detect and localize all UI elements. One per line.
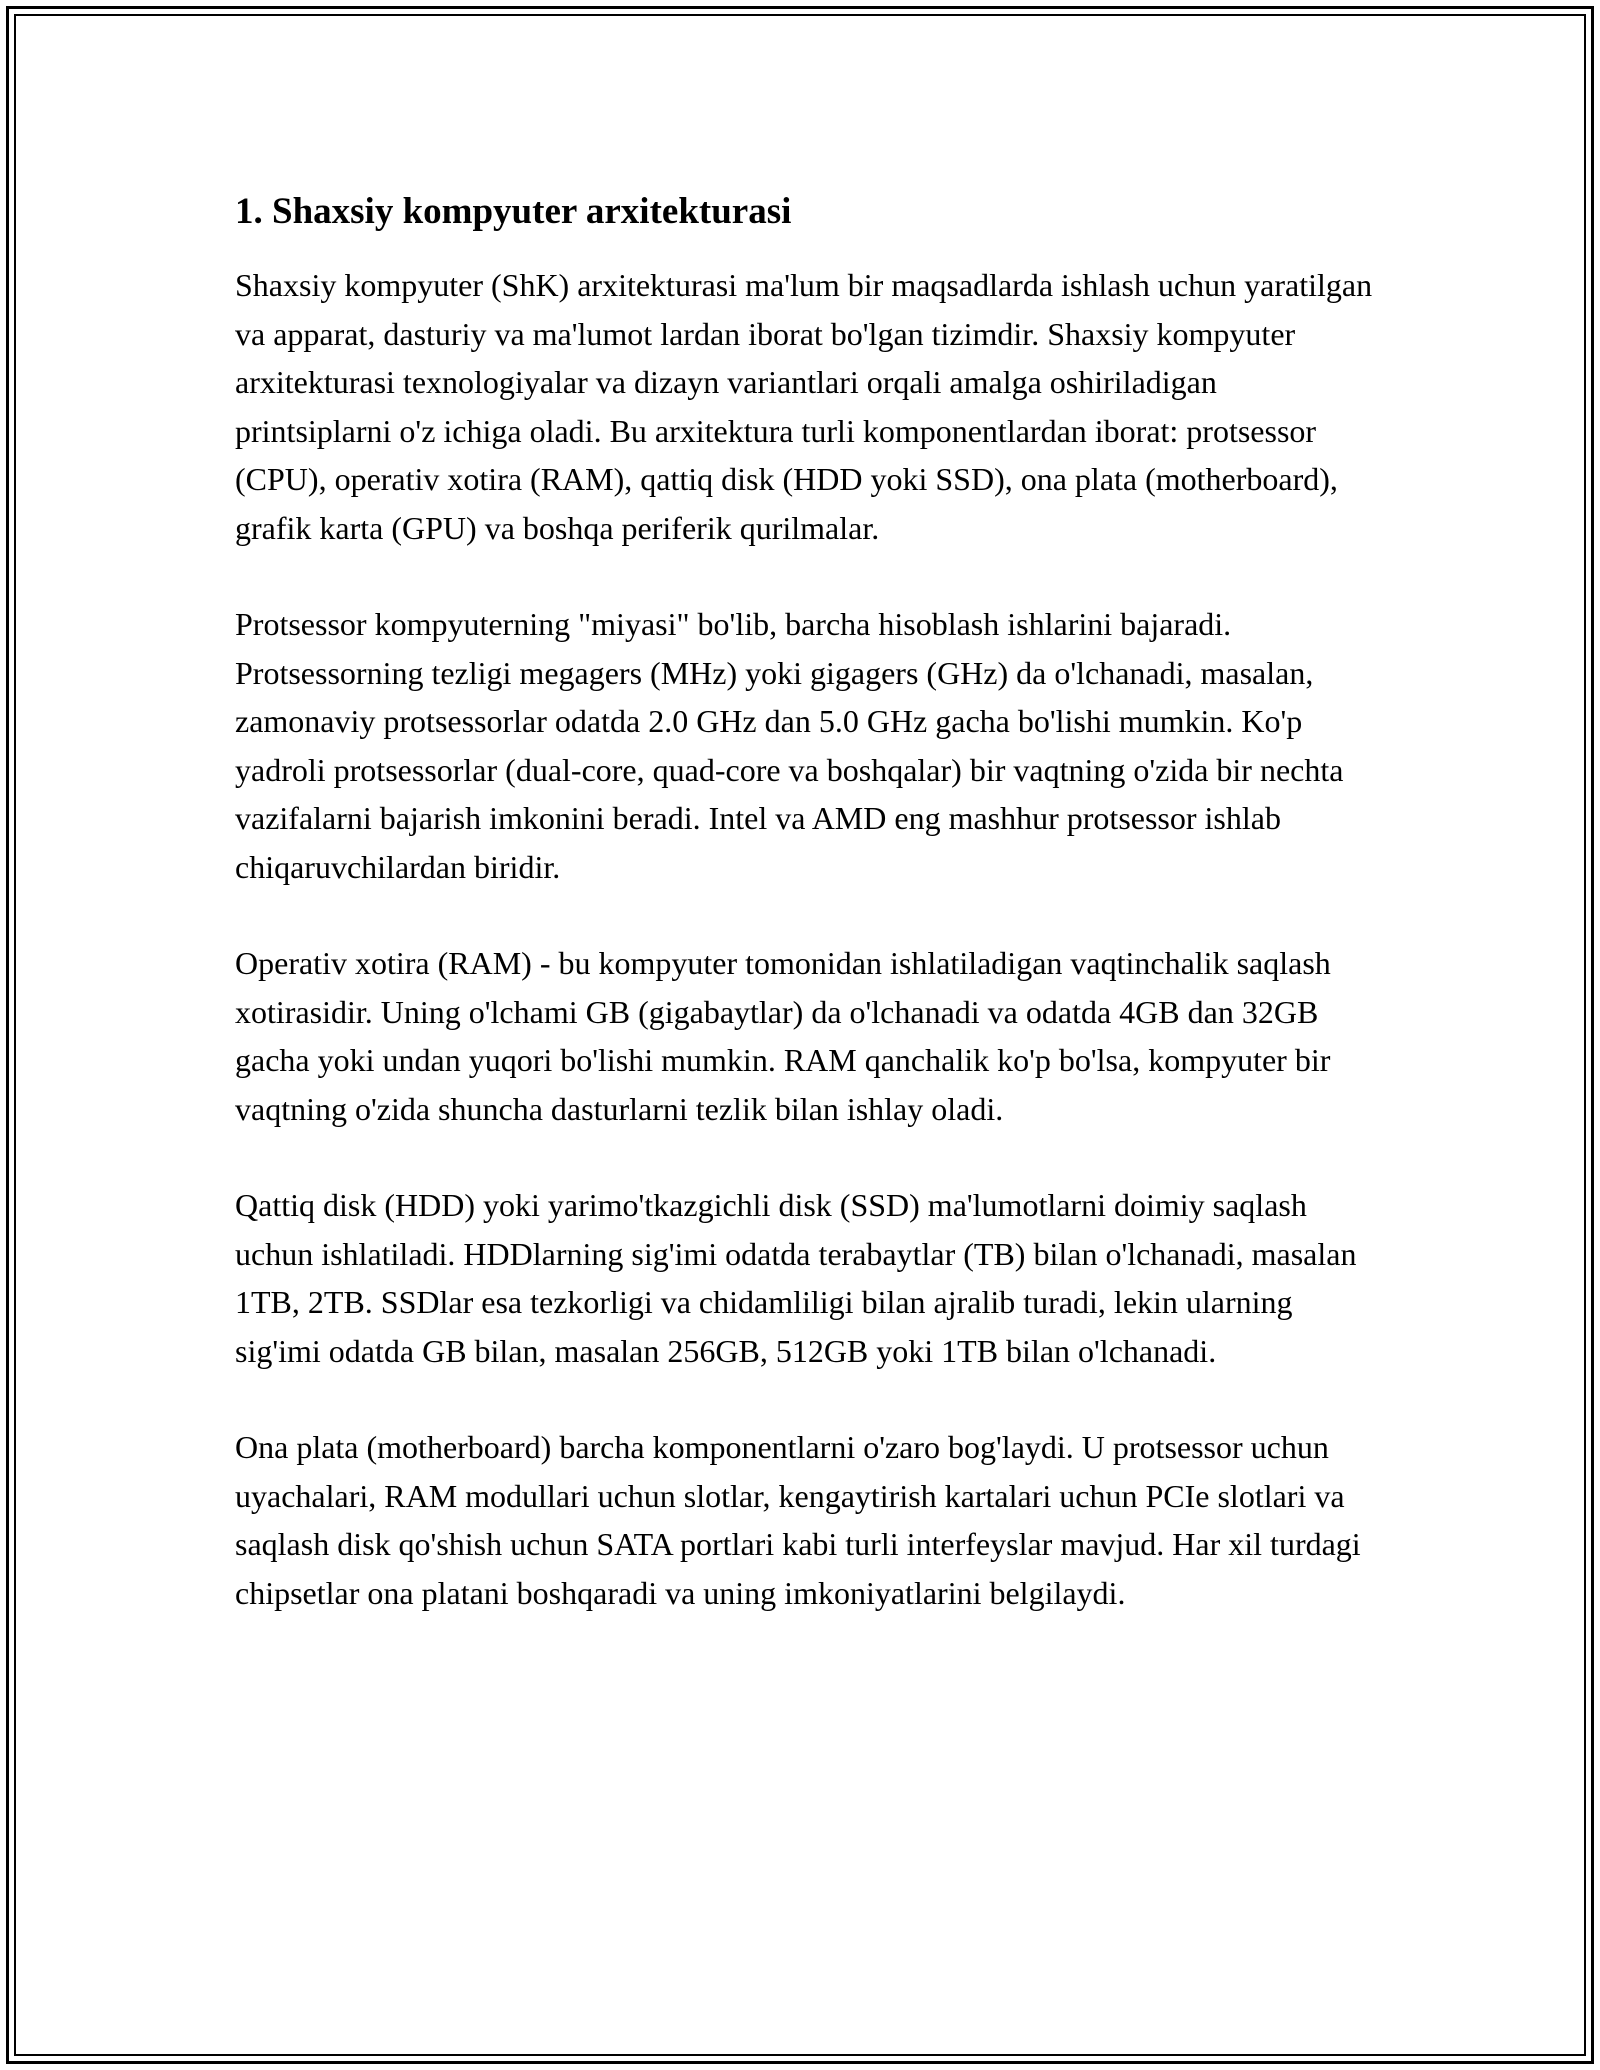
document-body [235, 185, 1375, 1665]
section-heading: 1. Shaxsiy kompyuter arxitekturasi [235, 191, 792, 232]
paragraph-storage: Qattiq disk (HDD) yoki yarimo'tkazgichli disk (SSD) ma'lumotlarni doimiy saqlash uchun ishlatiladi. HDDlarning sig'imi odatda terabaytlar (TB) bilan o'lchanadi, masalan 1TB, 2TB. SSDlar esa tezkorligi va chidamliligi bilan ajralib turadi, lekin ularning sig'imi odatda GB bilan, masalan 256GB, 512GB yoki 1TB bilan o'lchanadi. [235, 1187, 1357, 1369]
paragraph-motherboard: Ona plata (motherboard) barcha komponentlarni o'zaro bog'laydi. U protsessor uchun uyachalari, RAM modullari uchun slotlar, kengaytirish kartalari uchun PCIe slotlari va saqlash disk qo'shish uchun SATA portlari kabi turli interfeyslar mavjud. Har xil turdagi chipsetlar ona platani boshqaradi va uning imkoniyatlarini belgilaydi. [235, 1429, 1361, 1611]
paragraph-architecture-intro: Shaxsiy kompyuter (ShK) arxitekturasi ma'lum bir maqsadlarda ishlash uchun yaratilgan va apparat, dasturiy va ma'lumot lardan iborat bo'lgan tizimdir. Shaxsiy kompyuter arxitekturasi texnologiyalar va dizayn variantlari orqali amalga oshiriladigan printsiplarni o'z ichiga oladi. Bu arxitektura turli komponentlardan iborat: protsessor (CPU), operativ xotira (RAM), qattiq disk (HDD yoki SSD), ona plata (motherboard), grafik karta (GPU) va boshqa periferik qurilmalar. [235, 267, 1373, 546]
paragraph-ram: Operativ xotira (RAM) - bu kompyuter tomonidan ishlatiladigan vaqtinchalik saqlash xotirasidir. Uning o'lchami GB (gigabaytlar) da o'lchanadi va odatda 4GB dan 32GB gacha yoki undan yuqori bo'lishi mumkin. RAM qanchalik ko'p bo'lsa, kompyuter bir vaqtning o'zida shuncha dasturlarni tezlik bilan ishlay oladi. [235, 945, 1331, 1127]
paragraph-processor: Protsessor kompyuterning "miyasi" bo'lib, barcha hisoblash ishlarini bajaradi. Protsessorning tezligi megagers (MHz) yoki gigagers (GHz) da o'lchanadi, masalan, zamonaviy protsessorlar odatda 2.0 GHz dan 5.0 GHz gacha bo'lishi mumkin. Ko'p yadroli protsessorlar (dual-core, quad-core va boshqalar) bir vaqtning o'zida bir nechta vazifalarni bajarish imkonini beradi. Intel va AMD eng mashhur protsessor ishlab chiqaruvchilardan biridir. [235, 606, 1344, 885]
